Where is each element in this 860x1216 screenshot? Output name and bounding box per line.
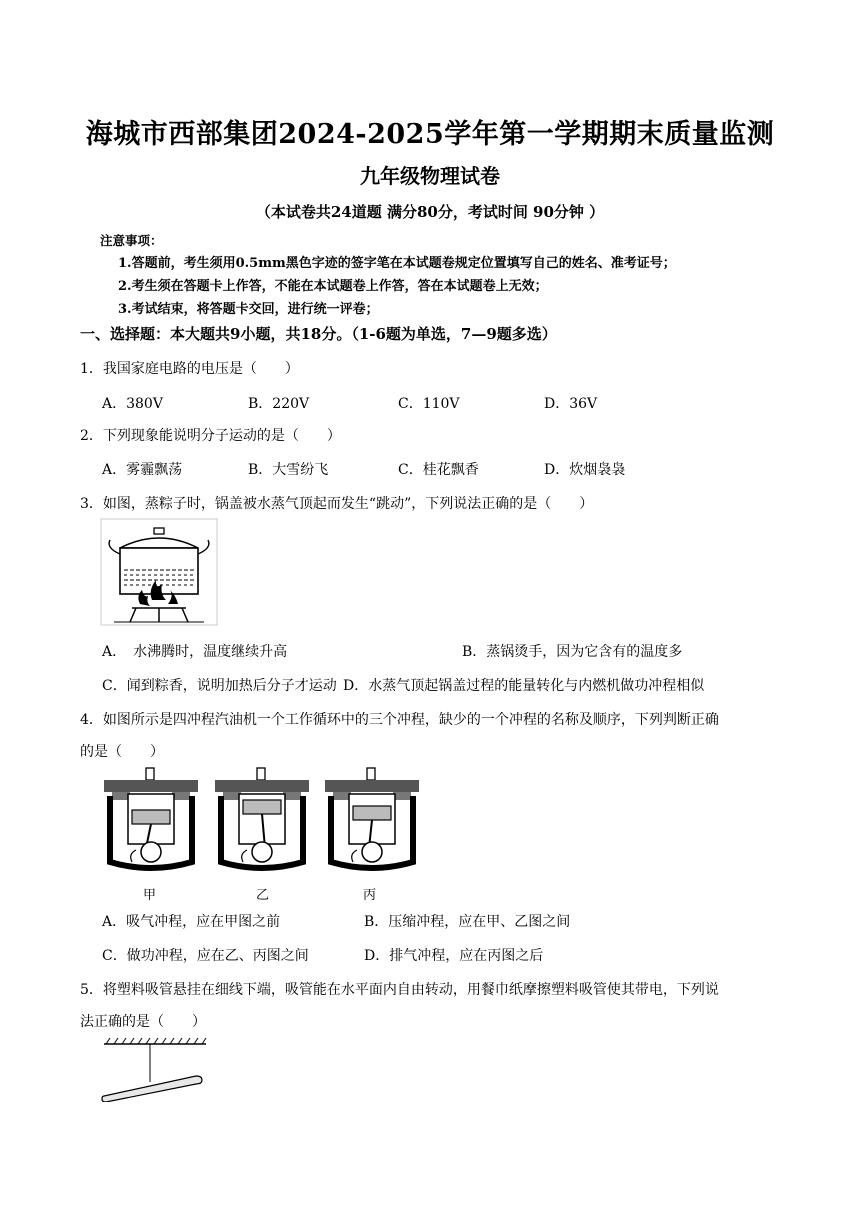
section-title: 一、选择题：本大题共9小题，共18分。（1-6题为单选，7—9题多选） xyxy=(80,325,557,343)
option-d: D．炊烟袅袅 xyxy=(544,462,626,478)
question-stem-continued: 法正确的是（ ） xyxy=(80,1014,206,1030)
option-d: D．排气冲程，应在丙图之后 xyxy=(364,948,544,964)
option-c: C．做功冲程，应在乙、丙图之间 xyxy=(102,948,309,964)
figure-label-yi: 乙 xyxy=(256,888,270,903)
option-c: C．桂花飘香 xyxy=(398,462,479,478)
steamer-figure xyxy=(100,518,218,626)
option-b: B．大雪纷飞 xyxy=(248,462,329,478)
option-b: B．蒸锅烫手，因为它含有的温度多 xyxy=(462,644,683,660)
option-d: D．水蒸气顶起锅盖过程的能量转化与内燃机做功冲程相似 xyxy=(343,678,705,694)
engine-figure-bing xyxy=(323,766,421,878)
engine-figure-jia xyxy=(102,766,200,878)
note-item: 2.考生须在答题卡上作答，不能在本试题卷上作答，答在本试题卷上无效； xyxy=(118,279,548,294)
option-d: D．36V xyxy=(544,396,598,412)
notes-title: 注意事项： xyxy=(100,233,163,248)
option-a: A．吸气冲程，应在甲图之前 xyxy=(102,914,281,930)
figure-label-bing: 丙 xyxy=(363,888,377,903)
option-c: C．闻到粽香，说明加热后分子才运动 xyxy=(102,678,337,694)
note-item: 1.答题前，考生须用0.5mm黑色字迹的签字笔在本试题卷规定位置填写自己的姓名、准考证号； xyxy=(118,256,676,271)
question-stem-continued: 的是（ ） xyxy=(80,744,164,760)
question-stem: 3．如图，蒸粽子时，锅盖被水蒸气顶起而发生“跳动”，下列说法正确的是（ ） xyxy=(80,496,594,512)
option-a: A．380V xyxy=(102,396,163,412)
question-stem: 4．如图所示是四冲程汽油机一个工作循环中的三个冲程，缺少的一个冲程的名称及顺序，下列判断正确 xyxy=(80,712,719,728)
question-stem: 2．下列现象能说明分子运动的是（ ） xyxy=(80,428,341,444)
engine-figure-yi xyxy=(213,766,311,878)
option-a: A．雾霾飘荡 xyxy=(102,462,183,478)
option-c: C．110V xyxy=(398,396,460,412)
hanging-straw-figure xyxy=(100,1036,210,1102)
note-item: 3.考试结束，将答题卡交回，进行统一评卷； xyxy=(118,302,379,317)
option-b: B．压缩冲程，应在甲、乙图之间 xyxy=(364,914,571,930)
exam-title: 海城市西部集团2024-2025学年第一学期期末质量监测 xyxy=(85,119,775,150)
figure-label-jia: 甲 xyxy=(143,888,157,903)
option-a: A． 水沸腾时，温度继续升高 xyxy=(102,644,288,660)
question-stem: 1．我国家庭电路的电压是（ ） xyxy=(80,361,299,377)
option-b: B．220V xyxy=(248,396,310,412)
exam-meta: （本试卷共24道题 满分80分，考试时间 90分钟 ） xyxy=(255,203,605,221)
exam-subtitle: 九年级物理试卷 xyxy=(360,164,500,188)
question-stem: 5．将塑料吸管悬挂在细线下端，吸管能在水平面内自由转动，用餐巾纸摩擦塑料吸管使其带电，下列说 xyxy=(80,982,719,998)
